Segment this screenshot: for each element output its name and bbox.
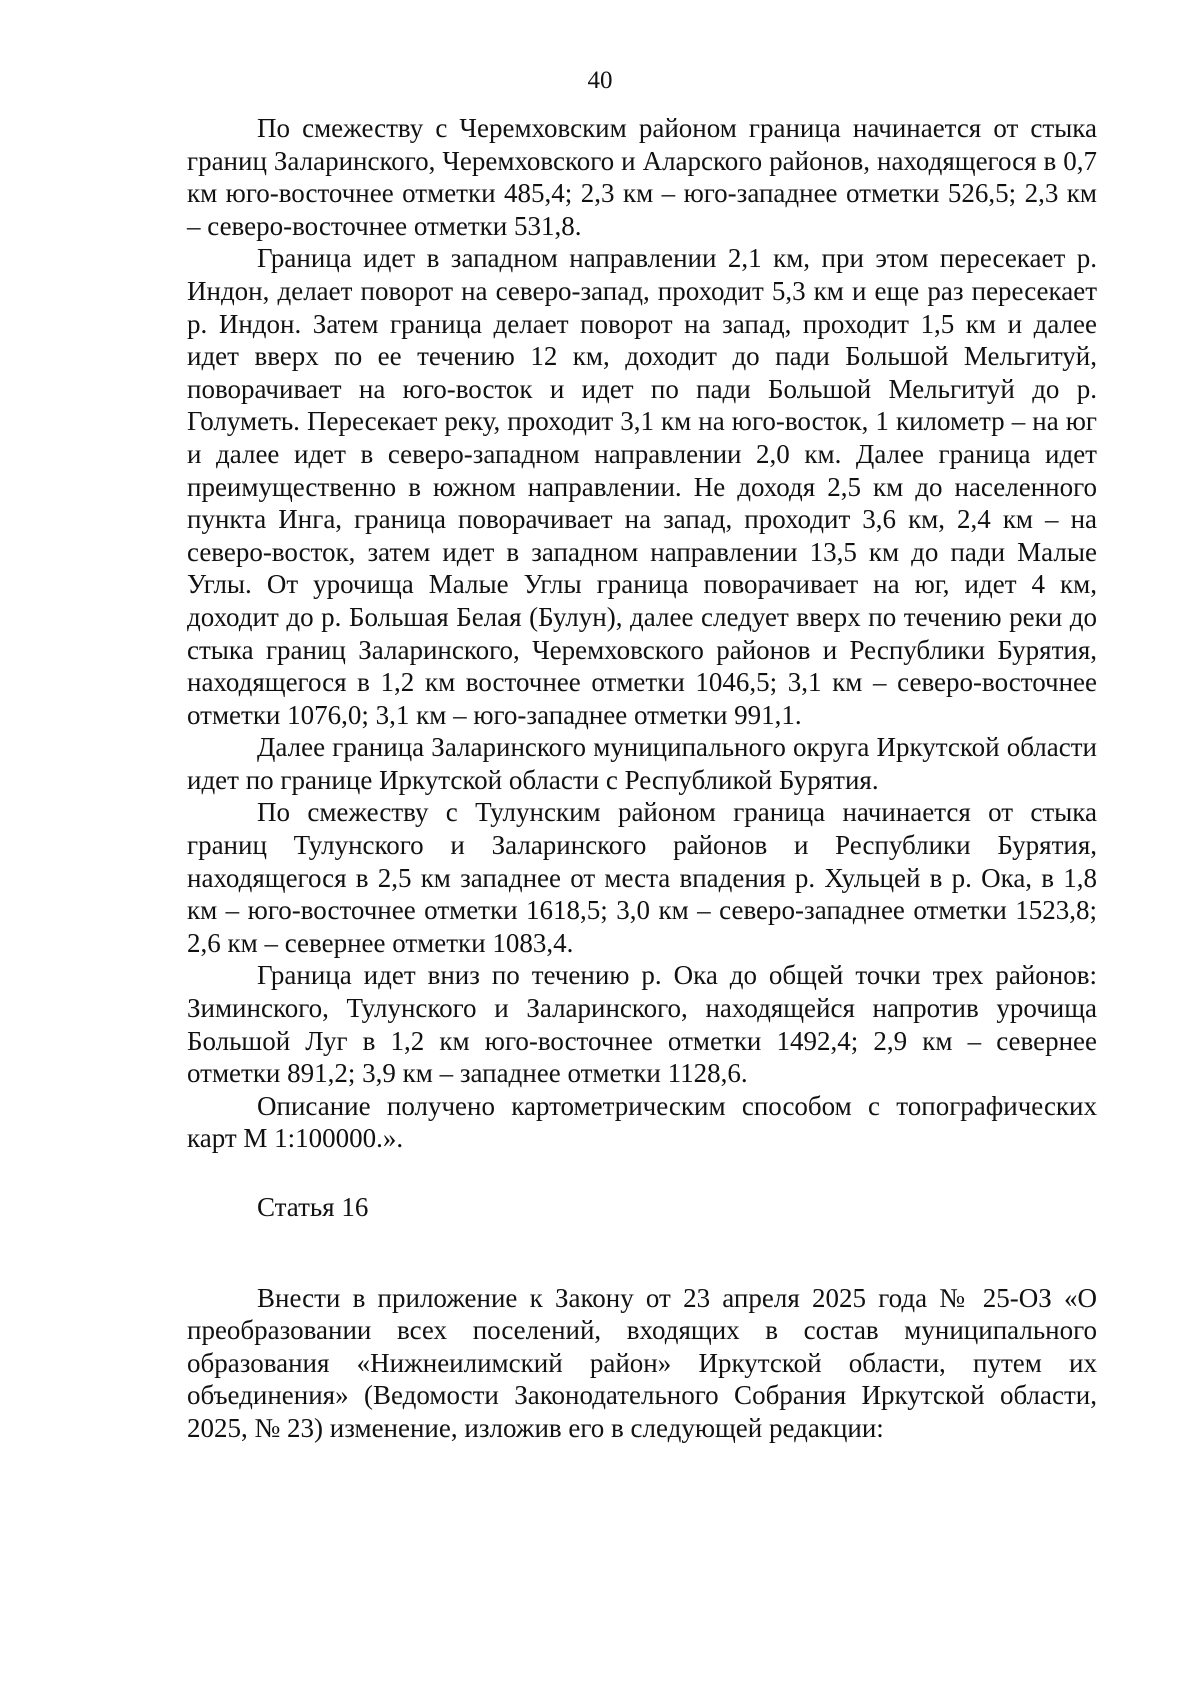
paragraph-oka-route: Граница идет вниз по течению р. Ока до общей точки трех районов: Зиминского, Тулунского и Заларинского, находящейся напротив урочища Большой Луг в 1,2 км юго-восточнее отметки 1492,4; 2,9 км – севернее отметки 891,2; 3,9 км – западнее отметки 1128,6. [187, 960, 1097, 1089]
paragraph-cheremkhovo-route: Граница идет в западном направлении 2,1 км, при этом пересекает р. Индон, делает поворот на северо-запад, проходит 5,3 км и еще раз пересекает р. Индон. Затем граница делает поворот на запад, проходит 1,5 км и далее идет вверх по ее течению 12 км, доходит до пади Большой Мельгитуй, поворачивает на юго-восток и идет по пади Большой Мельгитуй до р. Голуметь. Пересекает реку, проходит 3,1 км на юго-восток, 1 километр – на юг и далее идет в северо-западном направлении 2,0 км. Далее граница идет преимущественно в южном направлении. Не доходя 2,5 км до населенного пункта Инга, граница поворачивает на запад, проходит 3,6 км, 2,4 км – на северо-восток, затем идет в западном направлении 13,5 км до пади Малые Углы. От урочища Малые Углы граница поворачивает на юг, идет 4 км, доходит до р. Большая Белая (Булун), далее следует вверх по течению реки до стыка границ Заларинского, Черемховского районов и Республики Бурятия, находящегося в 1,2 км восточнее отметки 1046,5; 3,1 км – северо-восточнее отметки 1076,0; 3,1 км – юго-западнее отметки 991,1. [187, 243, 1097, 730]
paragraph-description-method: Описание получено картометрическим способом с топографических карт М 1:100000.». [187, 1090, 1097, 1154]
article-heading: Статья 16 [257, 1192, 369, 1222]
paragraph-cheremkhovo-start: По смежеству с Черемховским районом граница начинается от стыка границ Заларинского, Черемховского и Аларского районов, находящегося в 0,7 км юго-восточнее отметки 485,4; 2,3 км – юго-западнее отметки 526,5; 2,3 км – северо-восточнее отметки 531,8. [187, 113, 1097, 241]
page-number: 40 [587, 67, 613, 94]
document-body [187, 112, 1097, 1445]
paragraph-buryatia-border: Далее граница Заларинского муниципального округа Иркутской области идет по границе Иркутской области с Республикой Бурятия. [187, 732, 1097, 795]
paragraph-tulun-start: По смежеству с Тулунским районом граница начинается от стыка границ Тулунского и Заларинского районов и Республики Бурятия, находящегося в 2,5 км западнее от места впадения р. Хульцей в р. Ока, в 1,8 км – юго-восточнее отметки 1618,5; 3,0 км – северо-западнее отметки 1523,8; 2,6 км – севернее отметки 1083,4. [187, 797, 1097, 958]
article-paragraph: Внести в приложение к Закону от 23 апреля 2025 года № 25-ОЗ «О преобразовании всех поселений, входящих в состав муниципального образования «Нижнеилимский район» Иркутской области, путем их объединения» (Ведомости Законодательного Собрания Иркутской области, 2025, № 23) изменение, изложив его в следующей редакции: [187, 1282, 1097, 1443]
